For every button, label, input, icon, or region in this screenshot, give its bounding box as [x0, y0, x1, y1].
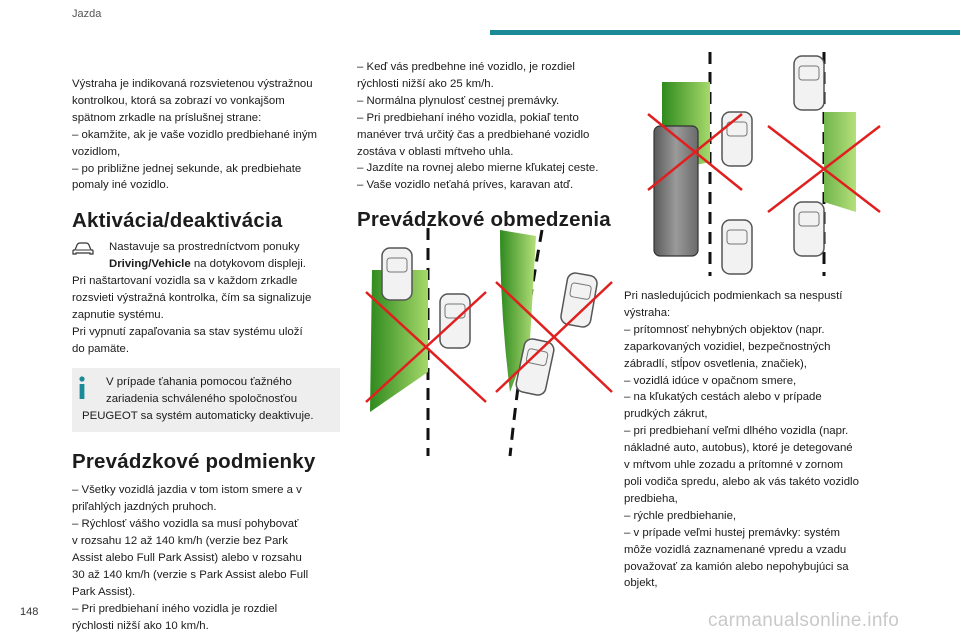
text-line: – okamžite, ak je vaše vozidlo predbiehané iným	[72, 128, 318, 141]
activation-block	[72, 239, 340, 357]
text-line: – Vaše vozidlo neťahá príves, karavan atď.	[357, 179, 574, 192]
text-line: manéver trvá určitý čas a predbiehané vozidlo	[357, 128, 590, 141]
page-number: 148	[20, 606, 39, 618]
text-line: – Všetky vozidlá jazdia v tom istom smere a v	[72, 484, 302, 497]
text-line: – rýchle predbiehanie,	[624, 509, 737, 522]
watermark: carmanualsonline.info	[708, 610, 900, 631]
text-line: môže vozidlá zaznamenané vpredu a vzadu	[624, 543, 847, 556]
text-line: zábradlí, stĺpov osvetlenia, značiek),	[624, 357, 807, 370]
column-left	[72, 76, 340, 635]
text-line: zaparkovaných vozidiel, bezpečnostných	[624, 340, 831, 353]
text-line: – vozidlá idúce v opačnom smere,	[624, 374, 797, 387]
text-line: – Rýchlosť vášho vozidla sa musí pohybovať	[72, 518, 299, 531]
truck-shape	[654, 126, 698, 256]
header-accent-bar	[490, 30, 960, 35]
heading-limitations: Prevádzkové obmedzenia	[357, 208, 611, 232]
info-icon	[78, 376, 86, 398]
info-box	[72, 368, 340, 433]
text-line: Nastavuje sa prostredníctvom ponuky	[109, 241, 300, 254]
text-line: – na kľukatých cestách alebo v prípade	[624, 391, 822, 404]
text-line: do pamäte.	[72, 342, 129, 355]
text-line: – Keď vás predbehne iné vozidlo, je rozdiel	[357, 61, 575, 73]
text-line: nákladné auto, autobus), ktoré je detegované	[624, 442, 853, 455]
text-line: priľahlých jazdných pruhoch.	[72, 501, 217, 514]
text-line: v rozsahu 12 až 140 km/h (verzie bez Park	[72, 535, 288, 548]
blind-spot-zone	[792, 112, 856, 212]
intro-paragraph	[72, 76, 340, 194]
text-line: rýchlosti nižší ako 25 km/h.	[357, 77, 494, 90]
text-line: výstraha:	[624, 306, 671, 319]
text-line: zapnutie systému.	[72, 308, 164, 321]
menu-path-bold: Driving/Vehicle	[109, 258, 191, 271]
heading-activation: Aktivácia/deaktivácia	[72, 209, 283, 233]
text-line: PEUGEOT sa systém automaticky deaktivuje.	[82, 409, 314, 422]
text-line: zariadenia schváleného spoločnosťou	[106, 392, 298, 405]
text-line: – Jazdíte na rovnej alebo mierne kľukatej ceste.	[357, 162, 599, 175]
text-line: predbieha,	[624, 492, 678, 505]
column-right	[624, 288, 894, 592]
text-line: poli vodiča spredu, alebo ak vás takéto vozidlo	[624, 475, 859, 488]
text-line: pomaly iné vozidlo.	[72, 179, 169, 192]
text-line: považovať za kamión alebo nepohybujúci sa	[624, 560, 849, 573]
text-line: Pri nasledujúcich podmienkach sa nespustí	[624, 290, 843, 302]
text-line: – Pri predbiehaní iného vozidla, pokiaľ tento	[357, 111, 579, 124]
text-line: – Pri predbiehaní iného vozidla je rozdiel	[72, 602, 278, 615]
text-line: Pri vypnutí zapaľovania sa stav systému uloží	[72, 325, 303, 338]
text-line: v mŕtvom uhle zozadu a prítomné v zornom	[624, 459, 844, 472]
limitations-illustration-left	[360, 222, 620, 458]
car-icon	[72, 241, 94, 257]
conditions-paragraph	[72, 482, 340, 634]
text-line: zostáva v oblasti mŕtveho uhla.	[357, 145, 514, 158]
text-line: vozidlom,	[72, 145, 121, 158]
text-line: – prítomnosť nehybných objektov (napr.	[624, 323, 825, 336]
text-line: kontrolkou, ktorá sa zobrazí vo vonkajšom	[72, 94, 285, 107]
text-line: – po približne jednej sekunde, ak predbiehate	[72, 162, 302, 175]
text-line: Pri naštartovaní vozidla sa v každom zrkadle	[72, 275, 298, 288]
text-line: – v prípade veľmi hustej premávky: systém	[624, 526, 841, 539]
column-middle	[357, 59, 625, 232]
text-line: spätnom zrkadle na príslušnej strane:	[72, 111, 262, 124]
text-line: objekt,	[624, 577, 658, 590]
heading-conditions: Prevádzkové podmienky	[72, 450, 316, 474]
car-shape	[722, 56, 824, 274]
text-line: Výstraha je indikovaná rozsvietenou výstražnou	[72, 78, 313, 90]
text-line: Driving/Vehicle na dotykovom displeji.	[109, 258, 306, 271]
text-line: V prípade ťahania pomocou ťažného	[106, 375, 292, 388]
text-line: – pri predbiehaní veľmi dlhého vozidla (napr.	[624, 425, 849, 438]
header-section-title: Jazda	[72, 8, 102, 20]
text-line: Assist alebo Full Park Assist) alebo v rozsahu	[72, 552, 302, 565]
text-line: Park Assist).	[72, 585, 136, 598]
text-line: rýchlosti nižší ako 10 km/h.	[72, 619, 209, 632]
text-line: rozsvieti výstražná kontrolka, čím sa signalizuje	[72, 292, 312, 305]
text-line: – Normálna plynulosť cestnej premávky.	[357, 94, 560, 107]
limitations-illustration-right	[644, 52, 884, 276]
text-line: 30 až 140 km/h (verzie s Park Assist alebo Full	[72, 568, 309, 581]
text-line: prudkých zákrut,	[624, 408, 708, 421]
